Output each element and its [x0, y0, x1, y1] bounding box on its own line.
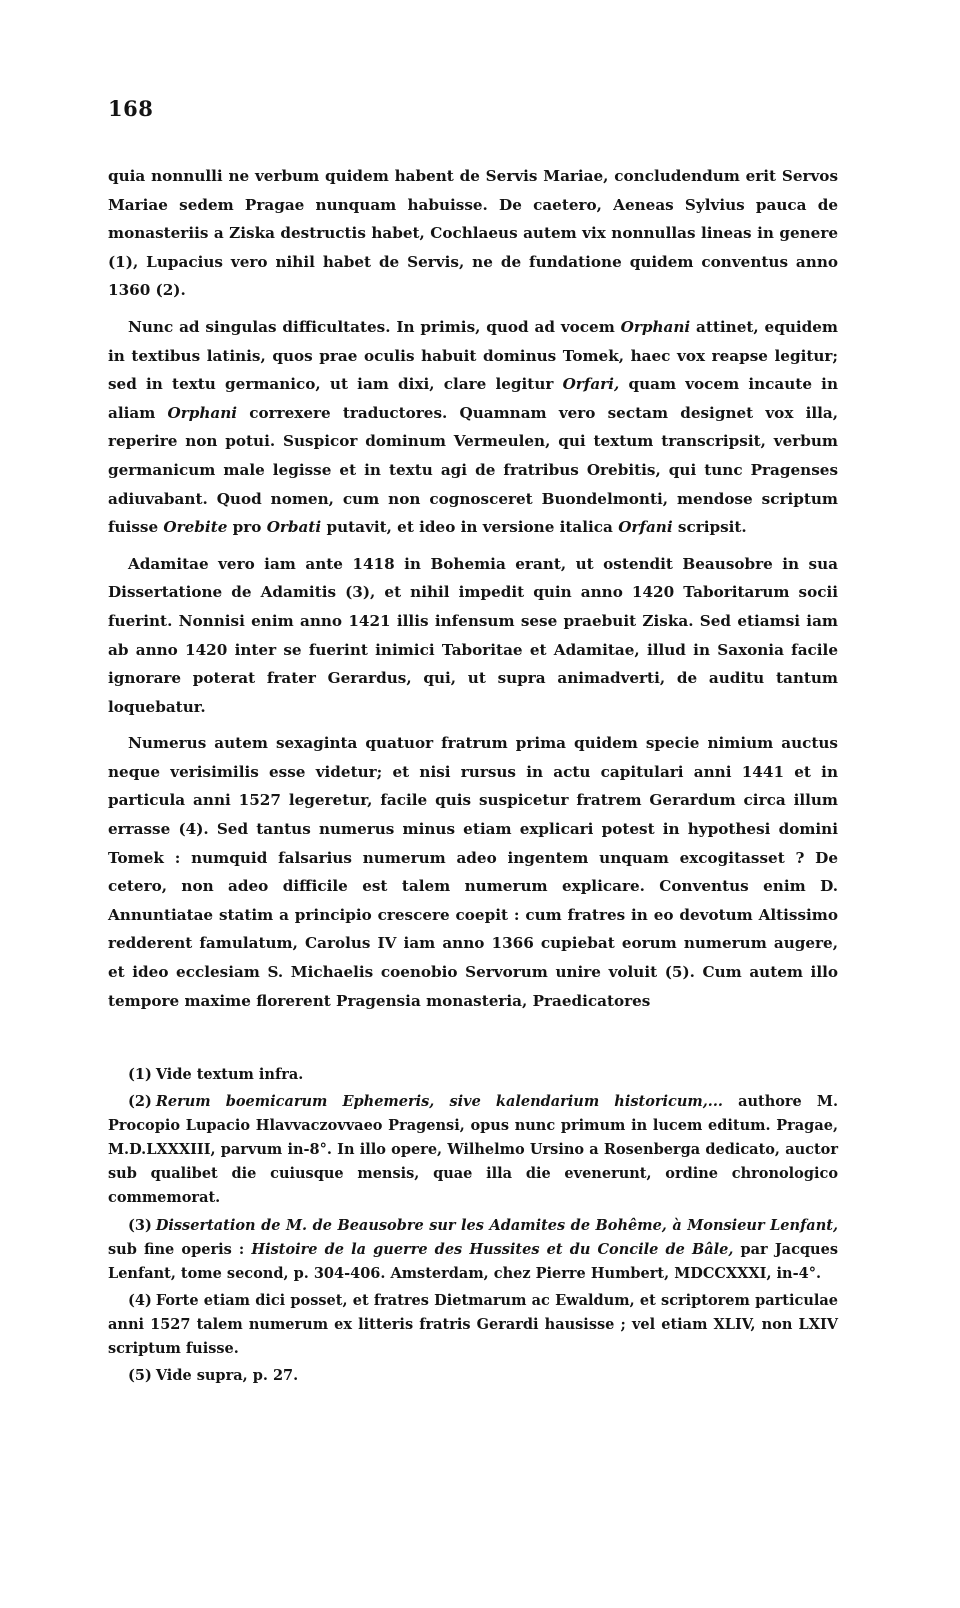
text-segment: putavit, et ideo in versione italica	[321, 518, 619, 537]
footnote-text: sub fine operis :	[108, 1240, 252, 1258]
footnote-text: par Jacques Lenfant, tome second, p. 304-406. Amsterdam, chez Pierre Humbert, MDCCXXXI, in-4°.	[108, 1240, 838, 1282]
paragraph-3: Adamitae vero iam ante 1418 in Bohemia erant, ut ostendit Beausobre in sua Dissertatione de Adamitis (3), et nihil impedit quin anno 1420 Taboritarum socii fuerint. Nonnisi enim anno 1421 illis infensum sese praebuit Ziska. Sed etiamsi iam ab anno 1420 inter se fuerint inimici Taboritae et Adamitae, illud in Saxonia facile ignorare poterat frater Gerardus, qui, ut supra animadverti, de auditu tantum loquebatur.	[108, 554, 838, 716]
text-segment: Nunc ad singulas difficultates. In primis, quod ad vocem	[128, 317, 621, 336]
footnote-text: Forte etiam dici posset, et fratres Dietmarum ac Ewaldum, et scriptorem particulae anni 1527 talem numerum ex litteris fratris Gerardi hausisse ; vel etiam XLIV, non LXIV scriptum fuisse.	[108, 1291, 838, 1358]
footnote-number: (5)	[128, 1367, 152, 1385]
footnote-3	[108, 1214, 838, 1286]
italic-term-orfani: Orfani	[618, 518, 673, 537]
footnote-text: Vide supra, p. 27.	[155, 1367, 299, 1385]
italic-term-orfari: Orfari,	[562, 375, 620, 394]
text-segment: correxere traductores. Quamnam vero sectam designet vox illa, reperire non potui. Suspicor dominum Vermeulen, qui textum transcripsit, verbum germanicum male legisse et in textu agi de fratribus Orebitis, qui tunc Pragenses adiuvabant. Quod nomen, cum non cognosceret Buondelmonti, mendose scriptum fuisse	[108, 403, 839, 537]
italic-term-orbati: Orbati	[266, 518, 322, 537]
paragraph-4: Numerus autem sexaginta quatuor fratrum prima quidem specie nimium auctus neque verisimilis esse videtur; et nisi rursus in actu capitulari anni 1441 et in particula anni 1527 legeretur, facile quis suspicetur fratrem Gerardum circa illum errasse (4). Sed tantus numerus minus etiam explicari potest in hypothesi domini Tomek : numquid falsarius numerum adeo ingentem unquam excogitasset ? De cetero, non adeo difficile est talem numerum explicare. Conventus enim D. Annuntiatae statim a principio crescere coepit : cum fratres in eo devotum Altissimo redderent famulatum, Carolus IV iam anno 1366 cupiebat eorum numerum augere, et ideo ecclesiam S. Michaelis coenobio Servorum unire voluit (5). Cum autem illo tempore maxime florerent Pragensia monasteria, Praedicatores	[108, 734, 838, 1010]
italic-term-orphani: Orphani	[620, 317, 691, 336]
italic-term-orebite: Orebite	[163, 518, 228, 537]
footnote-number: (2)	[128, 1093, 152, 1111]
footnote-number: (4)	[128, 1291, 152, 1309]
footnote-2	[108, 1090, 838, 1210]
italic-term-orphani: Orphani	[167, 403, 238, 422]
footnote-number: (1)	[128, 1066, 152, 1083]
paragraph-2	[108, 313, 838, 542]
footnote-number: (3)	[128, 1216, 152, 1234]
page-number: 168	[108, 96, 154, 121]
main-text	[108, 162, 838, 1023]
text-segment: scripsit.	[672, 518, 747, 537]
paragraph-1: quia nonnulli ne verbum quidem habent de Servis Mariae, concludendum erit Servos Mariae sedem Pragae nunquam habuisse. De caetero, Aeneas Sylvius pauca de monasteriis a Ziska destructis habet, Cochlaeus autem vix nonnullas lineas in genere (1), Lupacius vero nihil habet de Servis, ne de fundatione quidem conventus anno 1360 (2).	[108, 167, 838, 300]
text-segment: quam vocem incaute in aliam	[108, 375, 838, 422]
text-segment: attinet, equidem in textibus latinis, quos prae oculis habuit dominus Tomek, haec vox reapse legitur; sed in textu germanico, ut iam dixi, clare legitur	[108, 317, 838, 394]
footnotes	[108, 1063, 838, 1391]
footnote-work-title: Rerum boemicarum Ephemeris, sive kalendarium historicum,...	[155, 1093, 723, 1111]
footnote-text: Vide textum infra.	[155, 1066, 304, 1083]
text-segment: pro	[227, 518, 267, 537]
footnote-1	[108, 1063, 838, 1087]
document-page	[108, 0, 838, 1608]
footnote-work-title: Dissertation de M. de Beausobre sur les Adamites de Bohême, à Monsieur Lenfant,	[155, 1216, 838, 1234]
footnote-4	[108, 1289, 838, 1361]
footnote-5	[108, 1364, 838, 1388]
footnote-text: authore M. Procopio Lupacio Hlavvaczovvaeo Pragensi, opus nunc primum in lucem editum. Pragae, M.D.LXXXIII, parvum in-8°. In illo opere, Wilhelmo Ursino a Rosenberga dedicato, auctor sub qualibet die cuiusque mensis, quae illa die evenerunt, ordine chronologico commemorat.	[108, 1093, 838, 1207]
footnote-work-title: Histoire de la guerre des Hussites et du Concile de Bâle,	[251, 1240, 734, 1258]
